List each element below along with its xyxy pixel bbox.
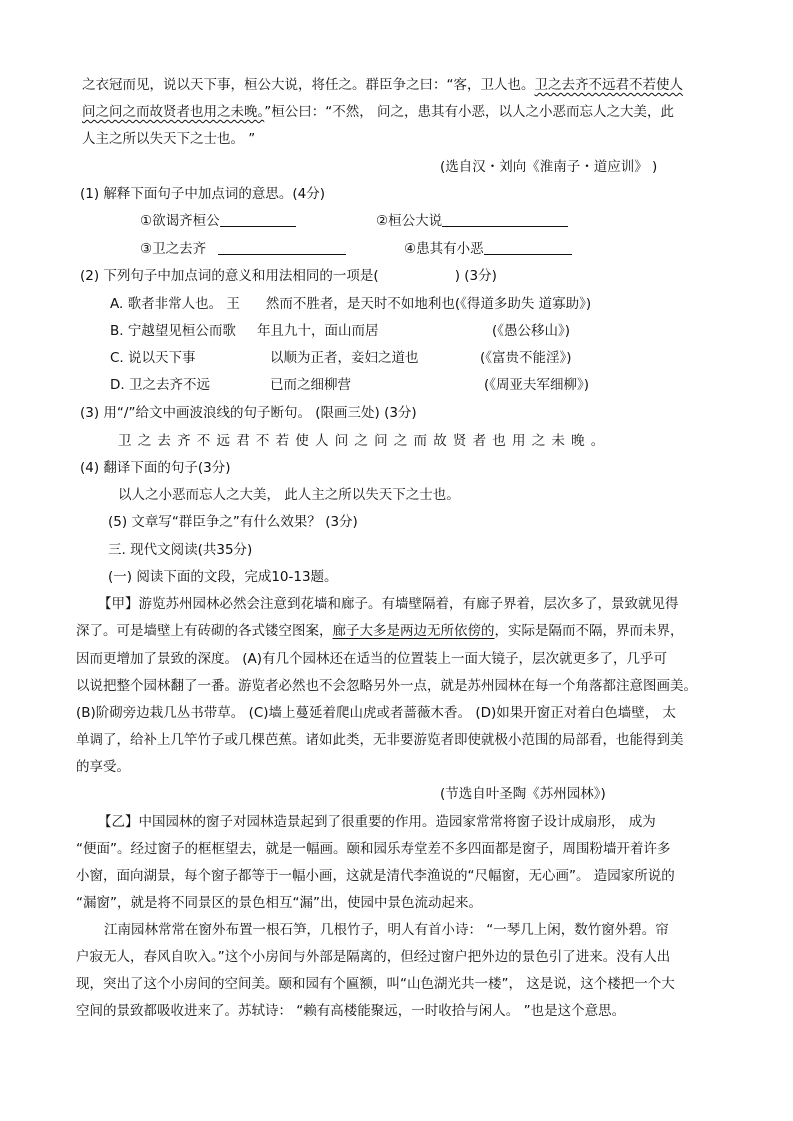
option-source: (《周亚夫军细柳》) — [484, 377, 590, 393]
jia-line-2 — [76, 622, 684, 640]
wavy-sentence-part-2: 问之问之而故贤者也用之未晚。 — [82, 104, 265, 120]
yi-line-4: “漏窗”，就是将不同景区的景色相互“漏”出，使园中景色流动起来。 — [76, 895, 482, 911]
question-4-sentence: 以人之小恶而忘人之大美， 此人主之所以失天下之士也。 — [118, 487, 460, 503]
yi-line-8: 空间的景致都吸收进来了。苏轼诗： “赖有高楼能聚远，一时收拾与闲人。 ”也是这个意思。 — [76, 1003, 626, 1019]
q2-option-a — [110, 295, 591, 313]
yi-line-6: 户寂无人，春风自吹入。”这个小房间与外部是隔离的，但经过窗户把外边的景色引了进来。没有人出 — [76, 949, 671, 965]
option-right: 年且九十，面山而居 — [257, 323, 379, 339]
q2-option-c: C. 说以天下事 — [110, 350, 196, 366]
passage-text: 之衣冠而见，说以天下事，桓公大说，将任之。群臣争之曰：“客，卫人也。 — [82, 77, 535, 93]
question-2-stem — [80, 267, 497, 285]
jia-line-1: 【甲】游览苏州园林必然会注意到花墙和廊子。有墙壁隔着，有廊子界着，层次多了，景致就见得 — [98, 596, 679, 612]
q2-stem-text: (2) 下列句子中加点词的意义和用法相同的一项是( — [80, 268, 379, 284]
question-4-stem: (4) 翻译下面的句子(3分) — [80, 460, 231, 476]
option-left: A. 歌者非常人也。 王 — [110, 296, 240, 312]
jia-text: ，实际是隔而不隔，界而未界， — [494, 623, 684, 639]
jia-line-3: 因而更增加了景致的深度。 (A)有几个园林还在适当的位置装上一面大镜子，层次就更多了，几乎可 — [76, 651, 668, 667]
section-3-title: 三. 现代文阅读(共35分) — [108, 542, 253, 558]
passage-line-1 — [82, 76, 683, 94]
jia-line-4: 以说把整个园林翻了一番。游览者必然也不会忽略另外一点，就是苏州园林在每一个角落都注意图画美。 — [76, 678, 697, 694]
yi-line-5: 江南园林常常在窗外布置一根石笋，几根竹子，明人有首小诗： “一琴几上闲，数竹窗外碧。帘 — [104, 922, 669, 938]
option-source: (《愚公移山》) — [492, 323, 571, 339]
answer-blank[interactable] — [442, 212, 568, 227]
option-source: (《富贵不能淫》) — [480, 350, 572, 366]
yi-line-2: “便面”。经过窗子的框框望去，就是一幅画。颐和园乐寿堂差不多四面都是窗子，周围粉墙开着许多 — [76, 841, 671, 857]
question-5-stem: (5) 文章写“群臣争之”有什么效果？ (3分) — [108, 514, 358, 530]
option-right: 以顺为正者，妾妇之道也 — [270, 350, 419, 366]
passage-text: ”桓公曰：“不然， 问之，患其有小恶，以人之小恶而忘人之大美，此 — [264, 104, 675, 120]
jia-line-5: (B)阶砌旁边栽几丛书带草。 (C)墙上蔓延着爬山虎或者蔷薇木香。 (D)如果开窗正对着白色墙壁， 太 — [76, 705, 677, 721]
answer-blank[interactable] — [484, 240, 572, 255]
q1-item-2 — [376, 212, 568, 230]
option-right: 已而之细柳营 — [270, 377, 351, 393]
passage-line-3: 人主之所以失天下之士也。 ” — [82, 131, 256, 147]
q1-item-text: ④患其有小恶 — [404, 241, 484, 257]
question-1-stem: (1) 解释下面句子中加点词的意思。(4分) — [80, 186, 326, 202]
underlined-sentence: 廊子大多是两边无所依傍的 — [332, 623, 495, 639]
answer-blank[interactable] — [218, 240, 346, 255]
q1-item-text: ②桓公大说 — [376, 213, 443, 229]
yi-line-3: 小窗，面向湖景，每个窗子都等于一幅小画，这就是清代李渔说的“尺幅窗，无心画”。 造园家所说的 — [76, 868, 675, 884]
question-3-stem: (3) 用“/”给文中画波浪线的句子断句。 (限画三处) (3分) — [80, 405, 417, 421]
passage-source: (选自汉・刘向《淮南子・道应训》 ) — [440, 159, 658, 175]
answer-blank[interactable] — [220, 212, 296, 227]
jia-line-6: 单调了，给补上几竿竹子或几棵芭蕉。诸如此类，无非要游览者即使就极小范围的局部看，也能得到美 — [76, 732, 684, 748]
jia-text: 深了。可是墙壁上有砖砌的各式镂空图案， — [76, 623, 333, 639]
question-3-sentence: 卫之去齐不远君不若使人问之问之而故贤者也用之未晚。 — [118, 433, 611, 449]
q2-stem-score: ) (3分) — [454, 268, 497, 284]
section-3-instruction: (一) 阅读下面的文段，完成10-13题。 — [108, 569, 338, 585]
q1-item-4 — [404, 240, 572, 258]
q2-option-d: D. 卫之去齐不远 — [110, 377, 210, 393]
q1-item-text: ③卫之去齐 — [140, 241, 207, 257]
option-left: B. 宁越望见桓公而歌 — [110, 323, 236, 339]
wavy-sentence-part-1: 卫之去齐不远君不若使人 — [534, 77, 683, 93]
yi-line-1: 【乙】中国园林的窗子对园林造景起到了很重要的作用。造园家常常将窗子设计成扇形， 成为 — [98, 814, 656, 830]
passage-line-2 — [82, 103, 674, 121]
q1-item-text: ①欲谒齐桓公 — [140, 213, 220, 229]
q2-option-b — [110, 322, 236, 340]
q1-item-3 — [140, 240, 346, 258]
jia-source: (节选自叶圣陶《苏州园林》) — [440, 786, 606, 802]
yi-line-7: 现，突出了这个小房间的空间美。颐和园有个匾额，叫“山色湖光共一楼”， 这是说，这个楼把一个大 — [76, 976, 675, 992]
q1-item-1 — [140, 212, 296, 230]
jia-line-7: 的享受。 — [76, 759, 130, 775]
option-right: 然而不胜者，是天时不如地利也(《得道多助失 道寡助》) — [265, 296, 592, 312]
